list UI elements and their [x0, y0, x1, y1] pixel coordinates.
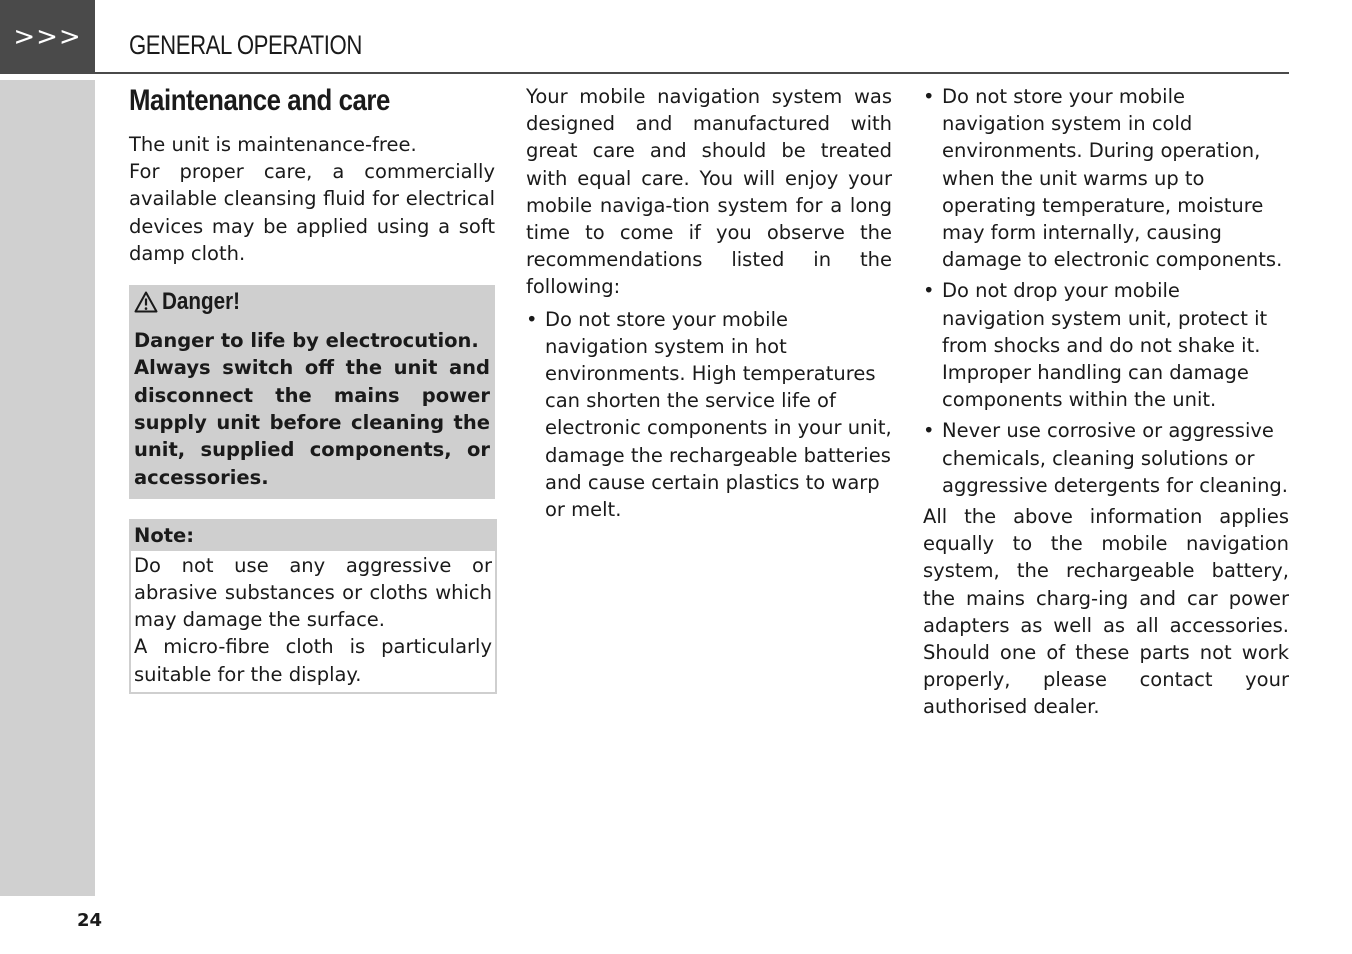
- note-para-1: Do not use any aggressive or abrasive substances or cloths which may damage the surface.: [134, 553, 492, 632]
- danger-line-2: Always switch off the unit and disconnect the mains power supply unit before cleaning the unit, supplied components, or accessories.: [134, 356, 490, 489]
- page-number: 24: [77, 910, 103, 931]
- danger-line-1: Danger to life by electrocution.: [134, 329, 479, 353]
- right-bullet-list: [923, 83, 1289, 499]
- note-label: Note:: [131, 521, 495, 551]
- list-item-text: Never use corrosive or aggressive chemicals, cleaning solutions or aggressive detergents for cleaning.: [942, 419, 1289, 497]
- danger-header: [134, 285, 490, 317]
- nav-arrows: >>>: [13, 22, 82, 52]
- chapter-heading: GENERAL OPERATION: [129, 30, 362, 60]
- middle-bullet-list: [526, 306, 892, 524]
- list-item: [923, 83, 1289, 273]
- chapter-nav-tab: [0, 0, 95, 74]
- side-margin-strip: [0, 80, 95, 896]
- column-middle: [526, 83, 892, 527]
- list-item: [923, 277, 1289, 413]
- danger-callout: [129, 285, 495, 499]
- bullet-icon: •: [923, 419, 935, 443]
- bullet-icon: •: [526, 307, 538, 331]
- column-left: [129, 83, 495, 694]
- list-item-text: Do not drop your mobile navigation system unit, protect it from shocks and do not shake it. Improper handling can damage components within the unit.: [942, 279, 1268, 412]
- bullet-icon: •: [923, 85, 935, 108]
- note-callout: [129, 519, 497, 694]
- bullet-icon: •: [923, 279, 935, 303]
- care-text: For proper care, a commercially available cleansing fluid for electrical devices may be applied using a soft damp cloth.: [129, 160, 495, 265]
- list-item: [526, 306, 892, 524]
- note-body: [131, 551, 495, 692]
- closing-text: All the above information applies equally to the mobile navigation system, the rechargeable battery, the mains charg-ing and car power adapters as well as all accessories. Should one of these parts not work properly, please contact your authorised dealer.: [923, 505, 1289, 719]
- danger-label: Danger!: [162, 288, 240, 316]
- list-item-text: Do not store your mobile navigation system in hot environments. High temperatures can shorten the service life of electronic components in your unit, damage the rechargeable batteries and cause certain plastics to warp or melt.: [545, 307, 892, 522]
- header-divider: [95, 72, 1289, 74]
- column-right: [923, 83, 1289, 721]
- section-title: Maintenance and care: [129, 84, 390, 117]
- intro-text: The unit is maintenance-free.: [129, 133, 417, 156]
- note-para-2: A micro-fibre cloth is particularly suitable for the display.: [134, 635, 492, 686]
- warning-triangle-icon: [134, 291, 158, 313]
- middle-intro: Your mobile navigation system was designed and manufactured with great care and should be treated with equal care. You will enjoy your mobile naviga-tion system for a long time to come if you observe the recommendations listed in the following:: [526, 85, 892, 299]
- list-item-text: Do not store your mobile navigation system in cold environments. During operation, when the unit warms up to operating temperature, moisture may form internally, causing damage to electronic components.: [942, 85, 1283, 272]
- list-item: [923, 417, 1289, 499]
- danger-body: [134, 327, 490, 491]
